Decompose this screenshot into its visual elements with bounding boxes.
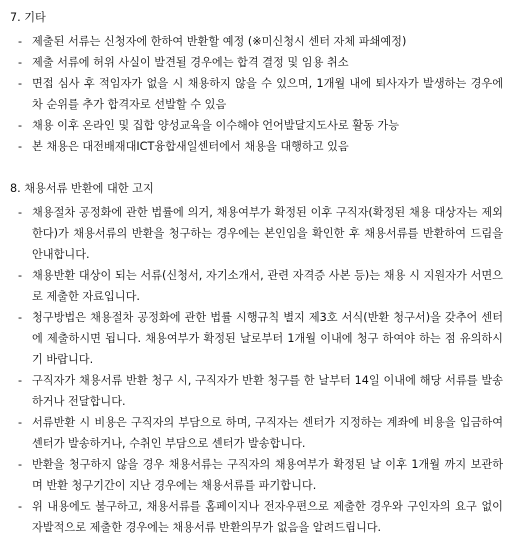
item-text: 제출된 서류는 신청자에 한하여 반환할 예정 (※미신청시 센터 자체 파쇄예정) bbox=[32, 35, 407, 48]
bullet-dash: - bbox=[18, 77, 23, 90]
list-item bbox=[10, 136, 503, 157]
list-item bbox=[10, 307, 503, 370]
item-text: 서류반환 시 비용은 구직자의 부담으로 하며, 구직자는 센터가 지정하는 계좌에 비용을 입금하여 센터가 발송하거나, 수취인 부담으로 센터가 발송합니다. bbox=[32, 416, 503, 450]
item-text: 채용 이후 온라인 및 집합 양성교육을 이수해야 언어발달지도사로 활동 가능 bbox=[32, 119, 400, 132]
etc-list bbox=[10, 31, 503, 157]
list-item bbox=[10, 265, 503, 307]
bullet-dash: - bbox=[18, 35, 23, 48]
item-text: 구직자가 채용서류 반환 청구 시, 구직자가 반환 청구를 한 날부터 14일 이내에 해당 서류를 발송하거나 전달합니다. bbox=[32, 374, 503, 408]
bullet-dash: - bbox=[18, 119, 23, 132]
bullet-dash: - bbox=[18, 56, 23, 69]
item-text: 반환을 청구하지 않을 경우 채용서류는 구직자의 채용여부가 확정된 날 이후 1개월 까지 보관하며 반환 청구기간이 지난 경우에는 채용서류를 파기합니다. bbox=[32, 458, 503, 492]
section-spacer bbox=[10, 157, 503, 179]
document-return-list bbox=[10, 202, 503, 538]
list-item bbox=[10, 31, 503, 52]
bullet-dash: - bbox=[18, 311, 23, 324]
item-text: 면접 심사 후 적임자가 없을 시 채용하지 않을 수 있으며, 1개월 내에 퇴사자가 발생하는 경우에 차 순위를 추가 합격자로 선발할 수 있음 bbox=[32, 77, 503, 111]
item-text: 청구방법은 채용절차 공정화에 관한 법률 시행규칙 별지 제3호 서식(반환 청구서)을 갖추어 센터에 제출하시면 됩니다. 채용여부가 확정된 날로부터 1개월 이내에 청구 하여야 하는 점 유의하시기 바랍니다. bbox=[32, 311, 503, 366]
list-item bbox=[10, 52, 503, 73]
list-item bbox=[10, 496, 503, 538]
bullet-dash: - bbox=[18, 416, 23, 429]
item-text: 위 내용에도 불구하고, 채용서류를 홈페이지나 전자우편으로 제출한 경우와 구인자의 요구 없이 자발적으로 제출한 경우에는 채용서류 반환의무가 없음을 알려드립니다. bbox=[32, 500, 503, 534]
bullet-dash: - bbox=[18, 140, 23, 153]
list-item bbox=[10, 370, 503, 412]
bullet-dash: - bbox=[18, 206, 23, 219]
list-item bbox=[10, 115, 503, 136]
item-text: 채용반환 대상이 되는 서류(신청서, 자기소개서, 관련 자격증 사본 등)는 채용 시 지원자가 서면으로 제출한 자료입니다. bbox=[32, 269, 503, 303]
bullet-dash: - bbox=[18, 458, 23, 471]
list-item bbox=[10, 412, 503, 454]
section-title-etc: 7. 기타 bbox=[10, 11, 46, 24]
bullet-dash: - bbox=[18, 500, 23, 513]
item-text: 본 채용은 대전배재대ICT융합새일센터에서 채용을 대행하고 있음 bbox=[32, 140, 349, 153]
list-item bbox=[10, 454, 503, 496]
section-title-document-return: 8. 채용서류 반환에 대한 고지 bbox=[10, 182, 154, 195]
section-document-return bbox=[10, 179, 503, 538]
bullet-dash: - bbox=[18, 374, 23, 387]
bullet-dash: - bbox=[18, 269, 23, 282]
item-text: 채용절차 공정화에 관한 법률에 의거, 채용여부가 확정된 이후 구직자(확정된 채용 대상자는 제외한다)가 채용서류의 반환을 청구하는 경우에는 본인임을 확인한 후 채용서류를 반환하여 드림을 안내합니다. bbox=[32, 206, 504, 261]
section-etc bbox=[10, 8, 503, 157]
list-item bbox=[10, 202, 503, 265]
item-text: 제출 서류에 허위 사실이 발견될 경우에는 합격 결정 및 임용 취소 bbox=[32, 56, 349, 69]
list-item bbox=[10, 73, 503, 115]
